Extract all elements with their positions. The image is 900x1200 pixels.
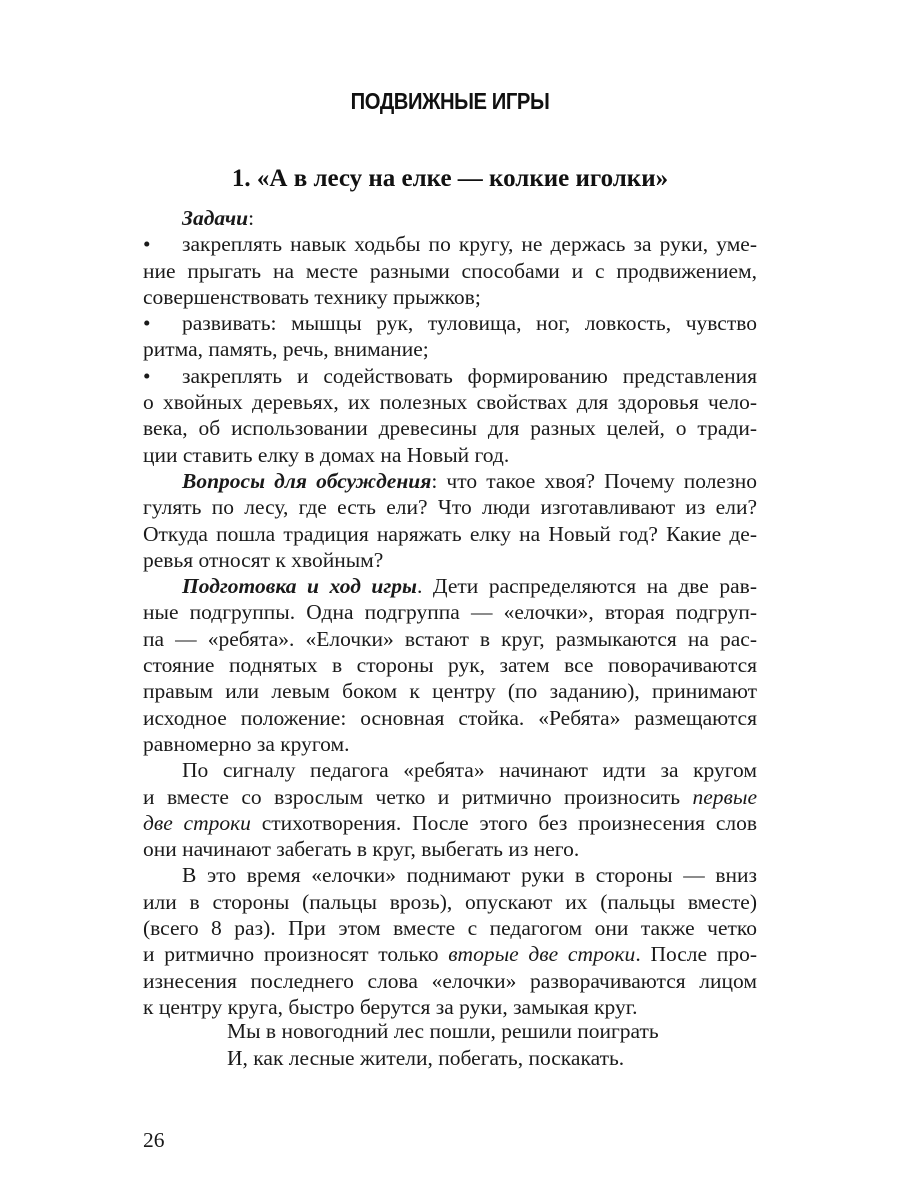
questions-line-4: ревья относят к хвойным? (143, 547, 384, 572)
page-number: 26 (143, 1128, 165, 1152)
time-line-1: В это время «елочки» поднимают руки в стороны — вниз (182, 863, 757, 888)
preparation-line-1 (143, 573, 757, 599)
task-item-3-line-3: века, об использовании древесины для разных целей, о тради- (143, 416, 757, 441)
preparation-line-6: исходное положение: основная стойка. «Ребята» размещаются (143, 705, 757, 730)
task-item-3-line-2: о хвойных деревьях, их полезных свойствах для здоровья чело- (143, 390, 757, 415)
time-line-4 (143, 941, 757, 967)
task-item-1-line-3: совершенствовать технику прыжков; (143, 284, 481, 309)
task-item-2-line-2: ритма, память, речь, внимание; (143, 337, 429, 362)
time-text-rest: . После про- (635, 942, 757, 967)
bullet-icon: • (143, 232, 151, 257)
time-text: и ритмично произносят только (143, 942, 449, 967)
signal-line-4: они начинают забегать в круг, выбегать из него. (143, 837, 580, 862)
questions-text: : что такое хвоя? Почему полезно (431, 468, 757, 493)
tasks-label: Задачи (182, 206, 249, 230)
body-text (143, 205, 757, 1020)
game-title: 1. «А в лесу на елке — колкие иголки» (231, 165, 669, 192)
bullet-icon: • (143, 363, 151, 388)
signal-line-1: По сигналу педагога «ребята» начинают идти за кругом (182, 758, 757, 783)
time-line-2: или в стороны (пальцы врозь), опускают их (пальцы вместе) (143, 889, 757, 914)
task-item-3-line-4: ции ставить елку в домах на Новый год. (143, 442, 510, 467)
task-text: закреплять навык ходьбы по кругу, не держась за руки, уме- (182, 232, 757, 257)
preparation-text: . Дети распределяются на две рав- (416, 574, 757, 599)
questions-label: Вопросы для обсуждения (182, 468, 432, 493)
signal-line-3 (143, 810, 757, 836)
signal-italic: две строки (143, 810, 251, 835)
time-italic: вторые две строки (448, 942, 636, 967)
preparation-line-4: стояние поднятых в стороны рук, затем все поворачиваются (143, 653, 757, 678)
preparation-line-7: равномерно за кругом. (143, 731, 350, 756)
task-text: развивать: мышцы рук, туловища, ног, ловкость, чувство (182, 311, 757, 336)
preparation-line-3: па — «ребята». «Елочки» встают в круг, размыкаются на рас- (143, 626, 757, 651)
tasks-heading (143, 205, 757, 231)
time-line-6: к центру круга, быстро берутся за руки, замыкая круг. (143, 994, 638, 1019)
questions-line-3: Откуда пошла традиция наряжать елку на Новый год? Какие де- (143, 521, 757, 546)
time-line-3: (всего 8 раз). При этом вместе с педагогом они также четко (143, 916, 757, 941)
preparation-label: Подготовка и ход игры (182, 574, 417, 599)
poem-line-1: Мы в новогодний лес пошли, решили поиграть (227, 1019, 659, 1043)
time-line-5: изнесения последнего слова «елочки» разворачиваются лицом (143, 968, 757, 993)
task-item-1-line-2: ние прыгать на месте разными способами и с продвижением, (143, 258, 757, 283)
preparation-line-2: ные подгруппы. Одна подгруппа — «елочки», вторая подгруп- (143, 600, 757, 625)
questions-line-2: гулять по лесу, где есть ели? Что люди изготавливают из ели? (143, 495, 757, 520)
bullet-icon: • (143, 311, 151, 336)
signal-text: и вместе со взрослым четко и ритмично произносить (143, 784, 693, 809)
section-title: ПОДВИЖНЫЕ ИГРЫ (350, 88, 550, 114)
task-item-2-line-1 (143, 310, 757, 336)
preparation-line-5: правым или левым боком к центру (по заданию), принимают (143, 679, 757, 704)
poem-line-2: И, как лесные жители, побегать, поскакать. (227, 1046, 625, 1070)
signal-italic: первые (692, 784, 757, 809)
task-item-3-line-1 (143, 363, 757, 389)
tasks-colon: : (248, 206, 255, 230)
poem (227, 1018, 659, 1072)
task-text: закреплять и содействовать формированию представления (182, 363, 757, 388)
signal-line-2 (143, 784, 757, 810)
task-item-1-line-1 (143, 231, 757, 257)
signal-text: стихотворения. После этого без произнесения слов (250, 810, 757, 835)
questions-line-1 (143, 468, 757, 494)
